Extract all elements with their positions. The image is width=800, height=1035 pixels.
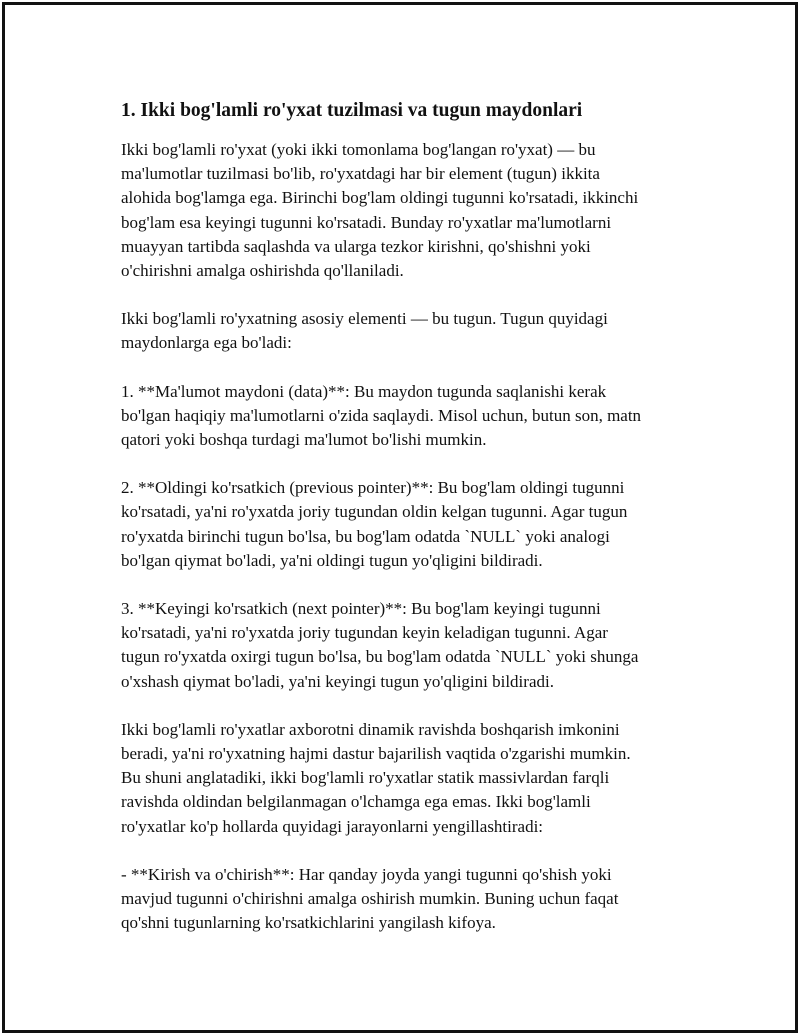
paragraph-dynamic-size: Ikki bog'lamli ro'yxatlar axborotni dinamik ravishda boshqarish imkonini beradi, ya'ni ro'yxatning hajmi dastur bajarilish vaqtida o'zgarishi mumkin. Bu shuni anglatadiki, ikki bog'lamli ro'yxatlar statik massivlardan farqli ravishda oldindan belgilanmagan o'lchamga ega emas. Ikki bog'lamli ro'yxatlar ko'p hollarda quyidagi jarayonlarni yengillashtiradi: [121,719,631,836]
document-body [121,98,693,959]
page-frame [2,2,798,1033]
list-item-data-field: 1. **Ma'lumot maydoni (data)**: Bu maydon tugunda saqlanishi kerak bo'lgan haqiqiy ma'lumotlarni o'zida saqlaydi. Misol uchun, butun son, matn qatori yoki boshqa turdagi ma'lumot bo'lishi mumkin. [121,381,642,450]
paragraph-intro: Ikki bog'lamli ro'yxat (yoki ikki tomonlama bog'langan ro'yxat) — bu ma'lumotlar tuzilmasi bo'lib, ro'yxatdagi har bir element (tugun) ikkita alohida bog'lamga ega. Birinchi bog'lam oldingi tugunni ko'rsatadi, ikkinchi bog'lam esa keyingi tugunni ko'rsatadi. Bunday ro'yxatlar ma'lumotlarni muayyan tartibda saqlashda va ularga tezkor kirishni, qo'shishni yoki o'chirishni amalga oshirishda qo'llaniladi. [121,140,639,281]
page-title: 1. Ikki bog'lamli ro'yxat tuzilmasi va tugun maydonlari [121,100,583,121]
list-item-previous-pointer: 2. **Oldingi ko'rsatkich (previous pointer)**: Bu bog'lam oldingi tugunni ko'rsatadi, ya'ni ro'yxatda joriy tugundan oldin kelgan tugunni. Agar tugun ro'yxatda birinchi tugun bo'lsa, bu bog'lam odatda `NULL` yoki analogi bo'lgan qiymat bo'ladi, ya'ni oldingi tugun yo'qligini bildiradi. [121,478,628,570]
paragraph-node-fields: Ikki bog'lamli ro'yxatning asosiy elementi — bu tugun. Tugun quyidagi maydonlarga ega bo'ladi: [121,309,608,353]
list-item-next-pointer: 3. **Keyingi ko'rsatkich (next pointer)**: Bu bog'lam keyingi tugunni ko'rsatadi, ya'ni ro'yxatda joriy tugundan keyin keladigan tugunni. Agar tugun ro'yxatda oxirgi tugun bo'lsa, bu bog'lam odatda `NULL` yoki shunga o'xshash qiymat bo'ladi, ya'ni keyingi tugun yo'qligini bildiradi. [121,599,639,691]
list-item-insert-delete: - **Kirish va o'chirish**: Har qanday joyda yangi tugunni qo'shish yoki mavjud tugunni o'chirishni amalga oshirish mumkin. Buning uchun faqat qo'shni tugunlarning ko'rsatkichlarini yangilash kifoya. [121,864,619,933]
